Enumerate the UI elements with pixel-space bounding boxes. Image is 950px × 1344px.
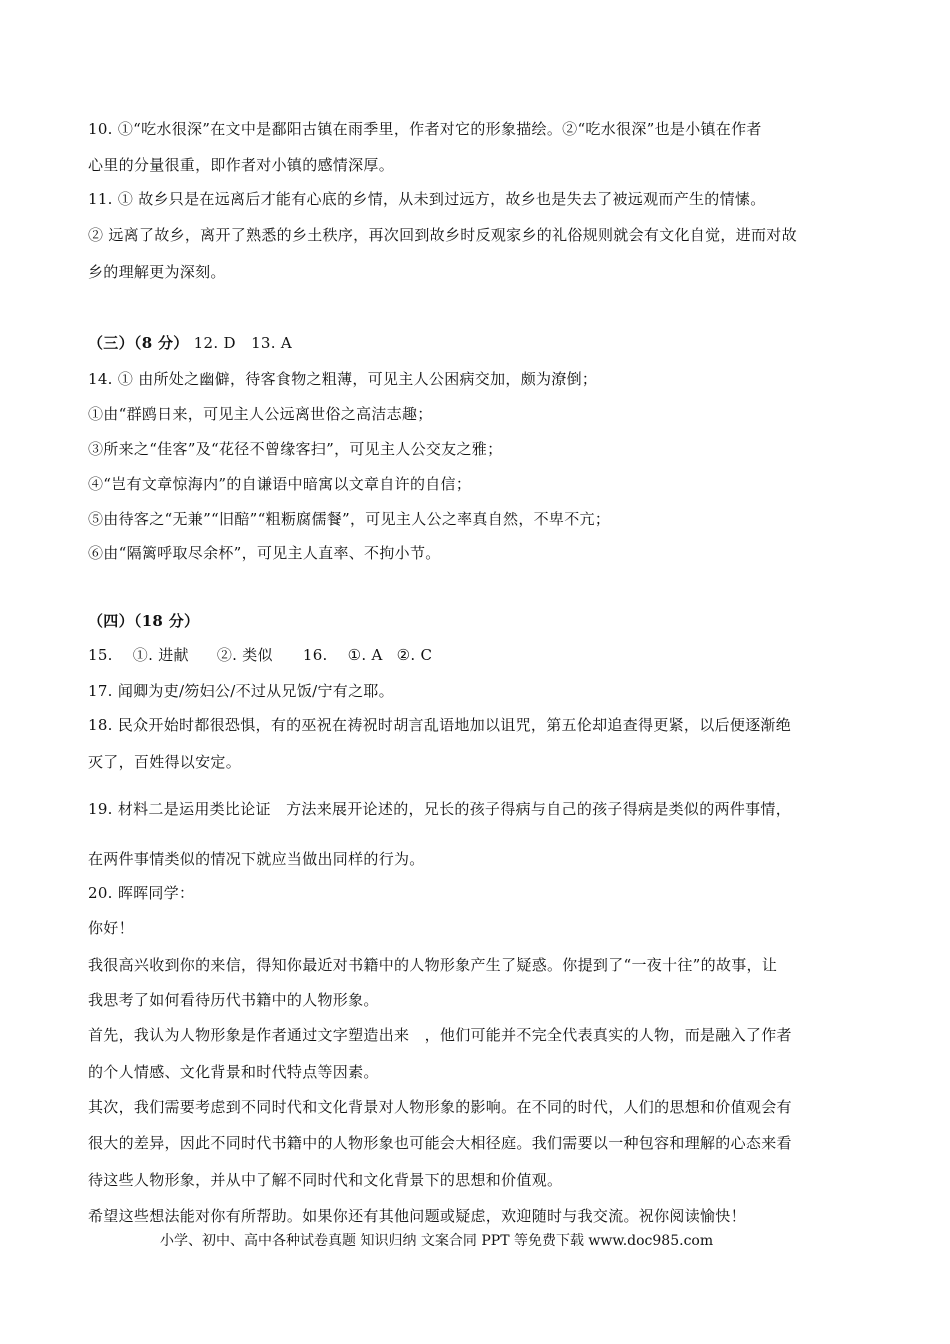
q10-line-2: 心里的分量很重，即作者对小镇的感情深厚。 bbox=[88, 156, 395, 174]
q20-line-7: 其次，我们需要考虑到不同时代和文化背景对人物形象的影响。在不同的时代，人们的思想和价值观会有 bbox=[88, 1098, 792, 1116]
q20-line-4: 我思考了如何看待历代书籍中的人物形象。 bbox=[88, 991, 379, 1009]
q20-line-3: 我很高兴收到你的来信，得知你最近对书籍中的人物形象产生了疑惑。你提到了“一夜十往”的故事，让 bbox=[88, 956, 778, 974]
q15-q16-line bbox=[88, 645, 432, 665]
q18-line-2: 灭了，百姓得以安定。 bbox=[88, 753, 242, 771]
q15-answer-1: ①. 进献 bbox=[132, 646, 189, 664]
section-3-answers: 12. D 13. A bbox=[193, 334, 293, 352]
q11-line-3: 乡的理解更为深刻。 bbox=[88, 263, 226, 281]
q18-line-1: 18. 民众开始时都很恐惧，有的巫祝在祷祝时胡言乱语地加以诅咒，第五伦却追查得更紧，以后便逐渐绝 bbox=[88, 716, 792, 734]
q11-line-2: ② 远离了故乡，离开了熟悉的乡土秩序，再次回到故乡时反观家乡的礼俗规则就会有文化自觉，进而对故 bbox=[88, 226, 797, 244]
q14-line-6: ⑥由“隔篱呼取尽余杯”，可见主人直率、不拘小节。 bbox=[88, 544, 441, 562]
footer-banner: 小学、初中、高中各种试卷真题 知识归纳 文案合同 PPT 等免费下载 www.doc985.com bbox=[160, 1233, 714, 1249]
section-3-line bbox=[88, 333, 292, 353]
q20-line-5: 首先，我认为人物形象是作者通过文字塑造出来 ，他们可能并不完全代表真实的人物，而是融入了作者 bbox=[88, 1026, 792, 1044]
q15-answer-2: ②. 类似 bbox=[216, 646, 273, 664]
q14-line-1: 14. ① 由所处之幽僻，待客食物之粗薄，可见主人公困病交加，颇为潦倒； bbox=[88, 370, 598, 388]
q20-line-2: 你好！ bbox=[88, 919, 134, 937]
q16-answer-1: ①. A bbox=[347, 646, 383, 664]
q10-line-1: 10. ①“吃水很深”在文中是鄱阳古镇在雨季里，作者对它的形象描绘。②“吃水很深”也是小镇在作者 bbox=[88, 120, 762, 138]
q20-line-10: 希望这些想法能对你有所帮助。如果你还有其他问题或疑虑，欢迎随时与我交流。祝你阅读愉快！ bbox=[88, 1207, 746, 1225]
q15-number: 15. bbox=[88, 646, 113, 664]
q19-line-2: 在两件事情类似的情况下就应当做出同样的行为。 bbox=[88, 850, 425, 868]
q11-line-1: 11. ① 故乡只是在远离后才能有心底的乡情，从未到过远方，故乡也是失去了被远观而产生的情愫。 bbox=[88, 190, 766, 208]
q14-line-2: ①由“群鸥日来，可见主人公远离世俗之高洁志趣； bbox=[88, 405, 433, 423]
q14-line-5: ⑤由待客之“无兼”“旧醅”“粗粝腐儒餐”，可见主人公之率真自然，不卑不亢； bbox=[88, 510, 611, 528]
q20-line-6: 的个人情感、文化背景和时代特点等因素。 bbox=[88, 1063, 379, 1081]
q20-line-8: 很大的差异，因此不同时代书籍中的人物形象也可能会大相径庭。我们需要以一种包容和理解的心态来看 bbox=[88, 1134, 792, 1152]
q16-answer-2: ②. C bbox=[396, 646, 433, 664]
q17-line: 17. 闻卿为吏/笏妇公/不过从兄饭/宁有之耶。 bbox=[88, 682, 394, 700]
q14-line-3: ③所来之“佳客”及“花径不曾缘客扫”，可见主人公交友之雅； bbox=[88, 440, 503, 458]
q20-line-1: 20. 晖晖同学： bbox=[88, 884, 195, 902]
q14-line-4: ④“岂有文章惊海内”的自谦语中暗寓以文章自许的自信； bbox=[88, 475, 472, 493]
q20-line-9: 待这些人物形象，并从中了解不同时代和文化背景下的思想和价值观。 bbox=[88, 1171, 563, 1189]
q16-number: 16. bbox=[302, 646, 328, 664]
section-3-heading: （三）（8 分） bbox=[88, 334, 189, 352]
q19-line-1: 19. 材料二是运用类比论证 方法来展开论述的，兄长的孩子得病与自己的孩子得病是类似的两件事情， bbox=[88, 800, 792, 818]
section-4-heading: （四）（18 分） bbox=[88, 612, 200, 630]
